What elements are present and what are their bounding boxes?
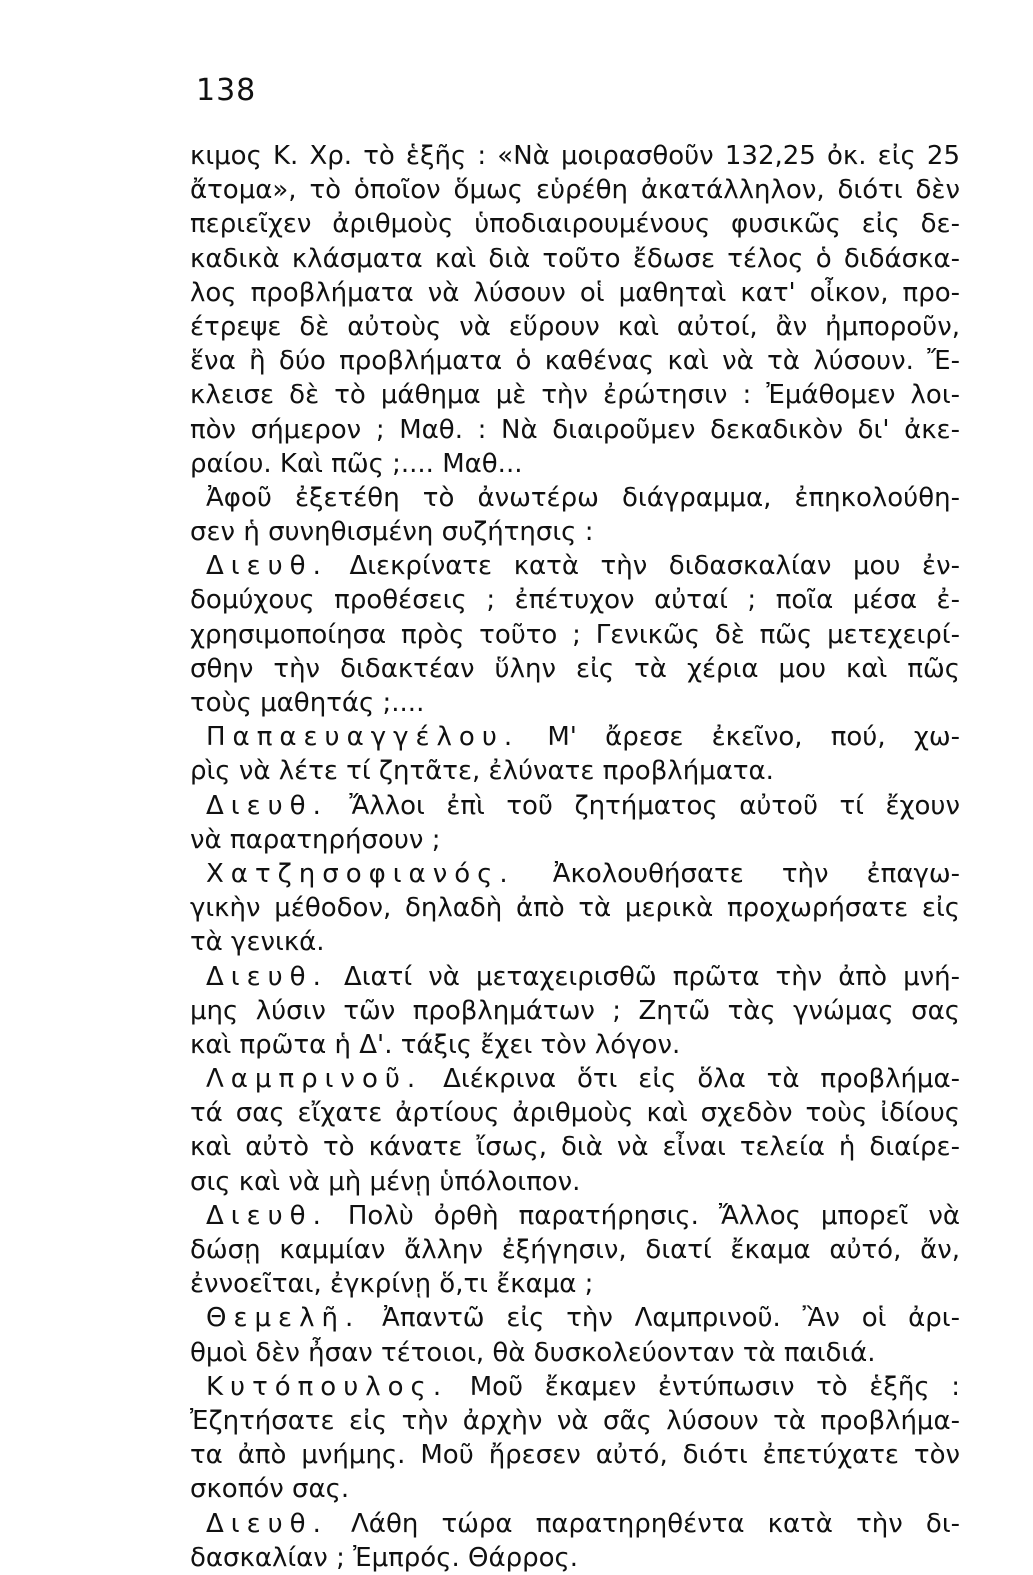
page-number: 138 <box>196 73 257 108</box>
text-line: Ἐζητήσατε εἰς τὴν ἀρχὴν νὰ σᾶς λύσουν τὰ προβλήμα- <box>190 1405 960 1436</box>
text-line: σκοπόν σας. <box>190 1474 350 1505</box>
speaker-text: Ἀκολουθήσατε τὴν ἐπαγω- <box>552 858 960 889</box>
text-line: καὶ πρῶτα ἡ Δ'. τάξις ἔχει τὸν λόγον. <box>190 1029 681 1060</box>
text-line: κιμος Κ. Χρ. τὸ ἑξῆς : «Νὰ μοιρασθοῦν 132,25 ὀκ. εἰς 25 <box>190 141 960 171</box>
text-line: ἕνα ἢ δύο προβλήματα ὁ καθένας καὶ νὰ τὰ λύσουν. Ἔ- <box>190 346 960 377</box>
speaker-text: Ἄλλοι ἐπὶ τοῦ ζητήματος αὐτοῦ τί ἔχουν <box>349 790 961 821</box>
text-line: μης λύσιν τῶν προβλημάτων ; Ζητῶ τὰς γνώμας σας <box>190 995 960 1026</box>
text-line: έτρεψε δὲ αὐτοὺς νὰ εὕρουν καὶ αὐτοί, ἂν ἠμποροῦν, <box>190 311 960 342</box>
speaker-name: Κυτόπουλος. <box>206 1371 449 1402</box>
text-line: γικὴν μέθοδον, δηλαδὴ ἀπὸ τὰ μερικὰ προχωρήσατε εἰς <box>190 893 960 924</box>
text-line: τα ἀπὸ μνήμης. Μοῦ ἤρεσεν αὐτό, διότι ἐπετύχατε τὸν <box>190 1440 960 1471</box>
text-line: τὰ γενικά. <box>190 927 325 958</box>
body-text <box>190 139 960 1575</box>
text-line: ἄτομα», τὸ ὁποῖον ὅμως εὑρέθη ἀκατάλληλον, διότι δὲν <box>190 175 960 206</box>
text-line: νὰ παρατηρήσουν ; <box>190 824 441 855</box>
text-line: Ἀφοῦ ἐξετέθη τὸ ἀνωτέρω διάγραμμα, ἐπηκολούθη- <box>206 482 960 513</box>
text-line <box>190 1507 960 1541</box>
text-line <box>190 857 960 891</box>
text-line: λος προβλήματα νὰ λύσουν οἱ μαθηταὶ κατ' οἶκον, προ- <box>190 277 960 308</box>
text-line <box>190 789 960 823</box>
text-line: κλεισε δὲ τὸ μάθημα μὲ τὴν ἐρώτησιν : Ἐμάθομεν λοι- <box>190 380 960 411</box>
text-line: ρὶς νὰ λέτε τί ζητᾶτε, ἐλύνατε προβλήματα. <box>190 756 774 787</box>
text-line <box>190 960 960 994</box>
speaker-text: Ἀπαντῶ εἰς τὴν Λαμπρινοῦ. Ἂν οἱ ἀρι- <box>382 1303 960 1334</box>
text-line <box>190 720 960 754</box>
speaker-text: Διέκρινα ὅτι εἰς ὅλα τὰ προβλήμα- <box>443 1064 960 1095</box>
text-line: δομύχους προθέσεις ; ἐπέτυχον αὐταί ; ποῖα μέσα ἐ- <box>190 585 960 616</box>
text-line: πὸν σήμερον ; Μαθ. : Νὰ διαιροῦμεν δεκαδικὸν δι' ἀκε- <box>190 414 960 445</box>
text-line: ραίου. Καὶ πῶς ;.... Μαθ... <box>190 448 523 479</box>
speaker-name: Λαμπρινοῦ. <box>206 1064 423 1095</box>
text-line: δασκαλίαν ; Ἐμπρός. Θάρρος. <box>190 1542 579 1573</box>
text-line <box>190 1062 960 1096</box>
speaker-name: Διευθ. <box>206 961 328 992</box>
speaker-name: Διευθ. <box>206 1200 328 1231</box>
speaker-text: Μοῦ ἔκαμεν ἐντύπωσιν τὸ ἑξῆς : <box>469 1371 961 1402</box>
text-line: ἐννοεῖται, ἐγκρίνῃ ὅ,τι ἔκαμα ; <box>190 1269 594 1300</box>
speaker-text: Πολὺ ὀρθὴ παρατήρησις. Ἄλλος μπορεῖ νὰ <box>347 1200 960 1231</box>
text-line: περιεῖχεν ἀριθμοὺς ὑποδιαιρουμένους φυσικῶς εἰς δε- <box>190 209 960 240</box>
text-line: χρησιμοποίησα πρὸς τοῦτο ; Γενικῶς δὲ πῶς μετεχειρί- <box>190 619 960 650</box>
speaker-text: Μ' ἄρεσε ἐκεῖνο, πού, χω- <box>547 722 960 753</box>
text-line <box>190 1199 960 1233</box>
text-line: καὶ αὐτὸ τὸ κάνατε ἴσως, διὰ νὰ εἶναι τελεία ἡ διαίρε- <box>190 1132 960 1163</box>
speaker-name: Διευθ. <box>206 551 328 582</box>
text-line <box>190 1301 960 1335</box>
speaker-name: Χατζησοφιανός. <box>206 858 515 889</box>
text-line <box>190 1370 960 1404</box>
text-line: σις καὶ νὰ μὴ μένῃ ὑπόλοιπον. <box>190 1166 581 1197</box>
speaker-text: Λάθη τώρα παρατηρηθέντα κατὰ τὴν δι- <box>351 1508 960 1539</box>
speaker-name: Διευθ. <box>206 790 328 821</box>
text-line: σθην τὴν διδακτέαν ὕλην εἰς τὰ χέρια μου καὶ πῶς <box>190 653 960 684</box>
text-line <box>190 549 960 583</box>
text-line: τά σας εἴχατε ἀρτίους ἀριθμοὺς καὶ σχεδὸν τοὺς ἰδίους <box>190 1098 960 1129</box>
speaker-name: Παπαευαγγέλου. <box>206 722 520 753</box>
speaker-text: Διατί νὰ μεταχειρισθῶ πρῶτα τὴν ἀπὸ μνή- <box>343 961 960 992</box>
text-line: σεν ἡ συνηθισμένη συζήτησις : <box>190 517 594 548</box>
text-line: τοὺς μαθητάς ;.... <box>190 688 425 718</box>
speaker-text: Διεκρίνατε κατὰ τὴν διδασκαλίαν μου ἐν- <box>349 551 961 582</box>
speaker-name: Θεμελῆ. <box>206 1303 361 1334</box>
text-line: καδικὰ κλάσματα καὶ διὰ τοῦτο ἔδωσε τέλος ὁ διδάσκα- <box>190 243 960 274</box>
text-line: θμοὶ δὲν ἦσαν τέτοιοι, θὰ δυσκολεύονταν τὰ παιδιά. <box>190 1337 876 1368</box>
text-line: δώσῃ καμμίαν ἄλλην ἐξήγησιν, διατί ἔκαμα αὐτό, ἄν, <box>190 1235 960 1265</box>
speaker-name: Διευθ. <box>206 1508 328 1539</box>
